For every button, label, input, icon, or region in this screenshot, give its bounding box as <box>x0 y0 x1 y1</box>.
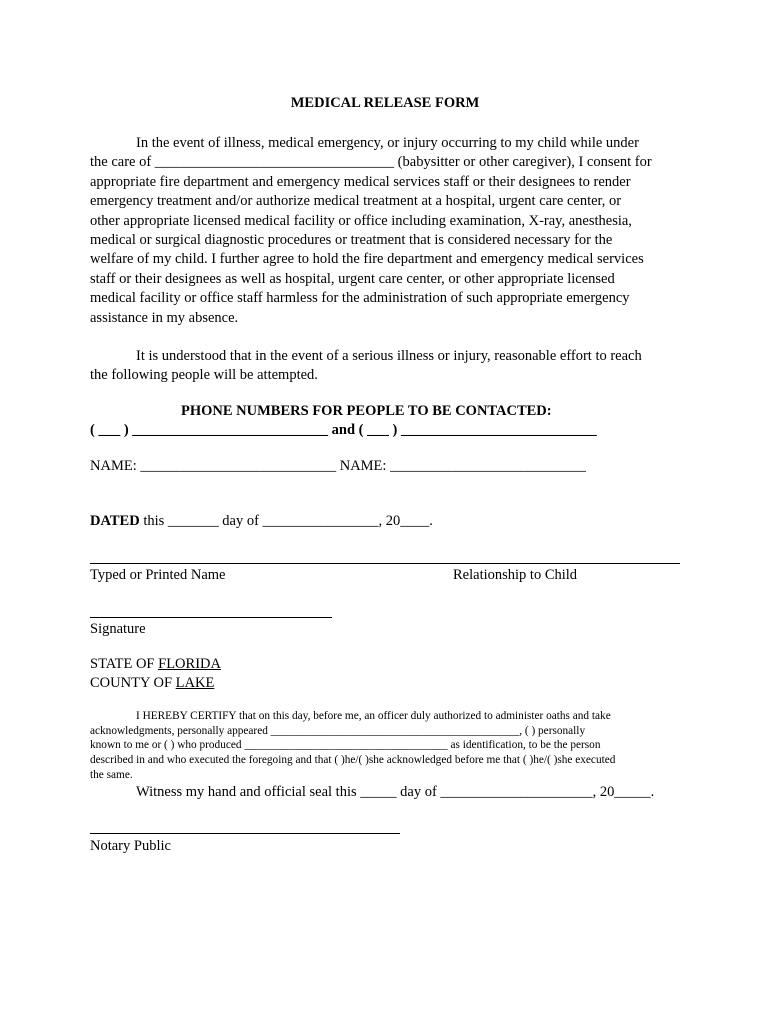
witness-line[interactable]: Witness my hand and official seal this _____ day of _____________________, 20_____. <box>136 784 655 800</box>
contact-paragraph <box>90 347 690 386</box>
typed-name-label: Typed or Printed Name <box>90 567 226 583</box>
phone-heading: PHONE NUMBERS FOR PEOPLE TO BE CONTACTED: <box>181 403 552 419</box>
certify-line: I HEREBY CERTIFY that on this day, before me, an officer duly authorized to administer oaths and take <box>136 710 611 722</box>
certify-line: acknowledgments, personally appeared ____________________________________________, ( ) personally <box>90 724 586 737</box>
dated-rest: this _______ day of ________________, 20____. <box>139 513 433 529</box>
paragraph-line: staff or their designees as well as hospital, urgent care center, or other appropriate licensed <box>90 270 615 287</box>
county-line <box>90 675 214 692</box>
certify-line: described in and who executed the foregoing and that ( )he/( )she acknowledged before me that ( )he/( )she executed <box>90 754 616 767</box>
contact-names-line[interactable]: NAME: ___________________________ NAME: ___________________________ <box>90 458 586 474</box>
paragraph-line: In the event of illness, medical emergency, or injury occurring to my child while under <box>136 135 639 151</box>
notary-public-label: Notary Public <box>90 838 171 854</box>
dated-line[interactable] <box>90 513 433 530</box>
county-value: LAKE <box>175 675 215 691</box>
paragraph-line: other appropriate licensed medical facility or office including examination, X-ray, anesthesia, <box>90 212 632 229</box>
consent-paragraph <box>90 134 690 328</box>
form-title: MEDICAL RELEASE FORM <box>290 95 480 111</box>
paragraph-line: medical facility or office staff harmless for the administration of such appropriate emergency <box>90 290 630 307</box>
certify-line: the same. <box>90 768 133 781</box>
dated-label: DATED <box>90 513 140 529</box>
certification-paragraph <box>90 709 615 783</box>
signature-label: Signature <box>90 621 146 637</box>
county-label: COUNTY OF <box>90 675 173 691</box>
state-label: STATE OF <box>90 656 155 672</box>
paragraph-line: the care of _________________________________ (babysitter or other caregiver), I consent for <box>90 154 652 171</box>
paragraph-line: the following people will be attempted. <box>90 367 318 384</box>
certify-line: known to me or ( ) who produced ____________________________________ as identification, to be the person <box>90 739 601 752</box>
paragraph-line: appropriate fire department and emergency medical services staff or their designees to render <box>90 173 631 190</box>
state-line <box>90 656 221 673</box>
paragraph-line: medical or surgical diagnostic procedures or treatment that is considered necessary for the <box>90 232 613 249</box>
paragraph-line: welfare of my child. I further agree to hold the fire department and emergency medical services <box>90 251 644 268</box>
paragraph-line: It is understood that in the event of a serious illness or injury, reasonable effort to reach <box>136 348 642 364</box>
paragraph-line: assistance in my absence. <box>90 309 239 326</box>
relationship-label: Relationship to Child <box>453 567 578 583</box>
name-relationship-signature-line[interactable] <box>90 563 680 564</box>
notary-signature-line[interactable] <box>90 833 400 834</box>
phone-numbers-line[interactable]: ( ___ ) ___________________________ and ( ___ ) ___________________________ <box>90 422 597 438</box>
signature-line[interactable] <box>90 617 332 618</box>
state-value: FLORIDA <box>158 656 221 672</box>
paragraph-line: emergency treatment and/or authorize medical treatment at a hospital, urgent care center, or <box>90 193 622 210</box>
